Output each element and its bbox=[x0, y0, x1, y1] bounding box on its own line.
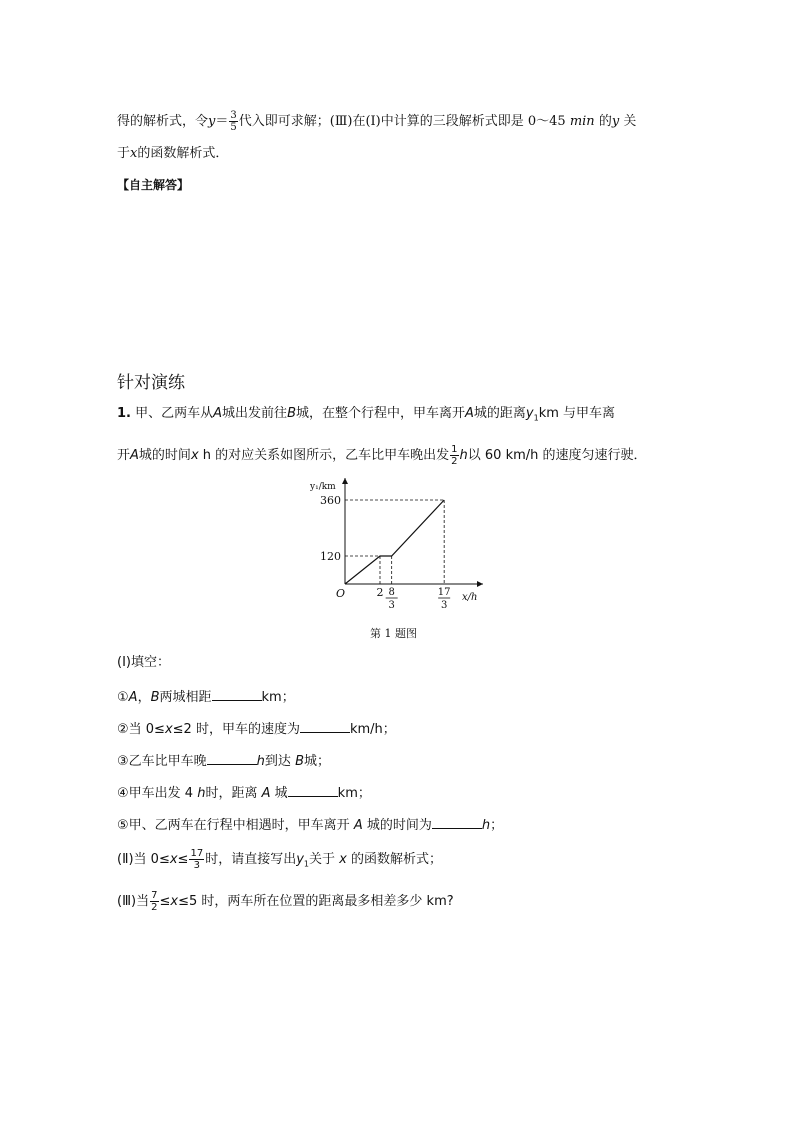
problem-line-1: 1. 甲、乙两车从A城出发前往B城，在整个行程中，甲车离开A城的距离$y_1km$ 与甲车离 bbox=[117, 406, 616, 423]
y-tick-label: 360 bbox=[320, 494, 341, 508]
fraction-1-2: $\frac{1}{2}$ bbox=[451, 444, 458, 467]
question-1: ①A，B两城相距 km； bbox=[117, 690, 295, 705]
unit-min: min bbox=[569, 114, 595, 129]
x-tick-numerator: 17 bbox=[437, 587, 451, 598]
distance-time-chart bbox=[300, 470, 500, 610]
fraction-7-2: $\frac{7}{2}$ bbox=[151, 890, 158, 913]
x-tick-label: 2 bbox=[376, 586, 384, 599]
intro-text: 得的解析式，令 bbox=[117, 114, 209, 129]
fraction-17-3: $\frac{17}{3}$ bbox=[190, 848, 204, 871]
y-tick-label: 120 bbox=[320, 550, 341, 564]
part2: (Ⅱ)当 0≤x≤ $\frac{17}{3}$ 时，请直接写出$y_1$关于 x 的函数解析式； bbox=[117, 848, 443, 871]
problem-line-2: 开A城的时间x h 的对应关系如图所示，乙车比甲车晚出发 $\frac{1}{2}$ h以 60 km/h 的速度匀速行驶． bbox=[117, 444, 647, 467]
self-answer-heading: 【自主解答】 bbox=[117, 178, 190, 192]
x-axis-label: x/h bbox=[462, 592, 478, 603]
y-axis-label: y₁/km bbox=[310, 482, 336, 492]
question-3: ③乙车比甲车晚 h到达 B城； bbox=[117, 754, 331, 769]
answer-blank[interactable] bbox=[207, 752, 257, 765]
question-4: ④甲车出发 4 h时，距离 A 城 km； bbox=[117, 786, 371, 801]
part1-label: (Ⅰ)填空： bbox=[117, 655, 170, 670]
question-5: ⑤甲、乙两车在行程中相遇时，甲车离开 A 城的时间为 h； bbox=[117, 818, 504, 833]
var-x: x bbox=[130, 146, 138, 161]
intro-text: 代入即可求解；(Ⅲ)在(Ⅰ)中计算的三段解析式即是 0～45 bbox=[238, 114, 566, 129]
intro-line-2: 于x的函数解析式． bbox=[117, 146, 229, 161]
x-tick-denominator: 3 bbox=[388, 600, 395, 610]
problem-number: 1. bbox=[117, 406, 131, 421]
equals: ＝ bbox=[215, 114, 229, 129]
section-title: 针对演练 bbox=[117, 373, 185, 393]
answer-blank[interactable] bbox=[212, 688, 262, 701]
figure-caption: 第 1 题图 bbox=[370, 627, 417, 640]
var-y: y bbox=[208, 114, 216, 129]
intro-line-1: 得的解析式，令y＝ $\frac{3}{5}$ 代入即可求解；(Ⅲ)在(Ⅰ)中计算的三段解析式即是 0～45 min 的y 关 bbox=[117, 110, 637, 133]
question-2: ②当 0≤x≤2 时，甲车的速度为 km/h； bbox=[117, 722, 396, 737]
x-tick-denominator: 3 bbox=[440, 600, 448, 610]
var-y: y bbox=[611, 114, 620, 129]
x-tick-numerator: 8 bbox=[388, 587, 395, 598]
fraction-3-5: $\frac{3}{5}$ bbox=[230, 110, 237, 133]
answer-blank[interactable] bbox=[432, 816, 482, 829]
origin-label: O bbox=[336, 587, 346, 600]
answer-blank[interactable] bbox=[288, 784, 338, 797]
series-line bbox=[345, 500, 444, 584]
answer-blank[interactable] bbox=[300, 720, 350, 733]
part3: (Ⅲ)当 $\frac{7}{2}$ ≤x≤5 时，两车所在位置的距离最多相差多少 km? bbox=[117, 890, 454, 913]
